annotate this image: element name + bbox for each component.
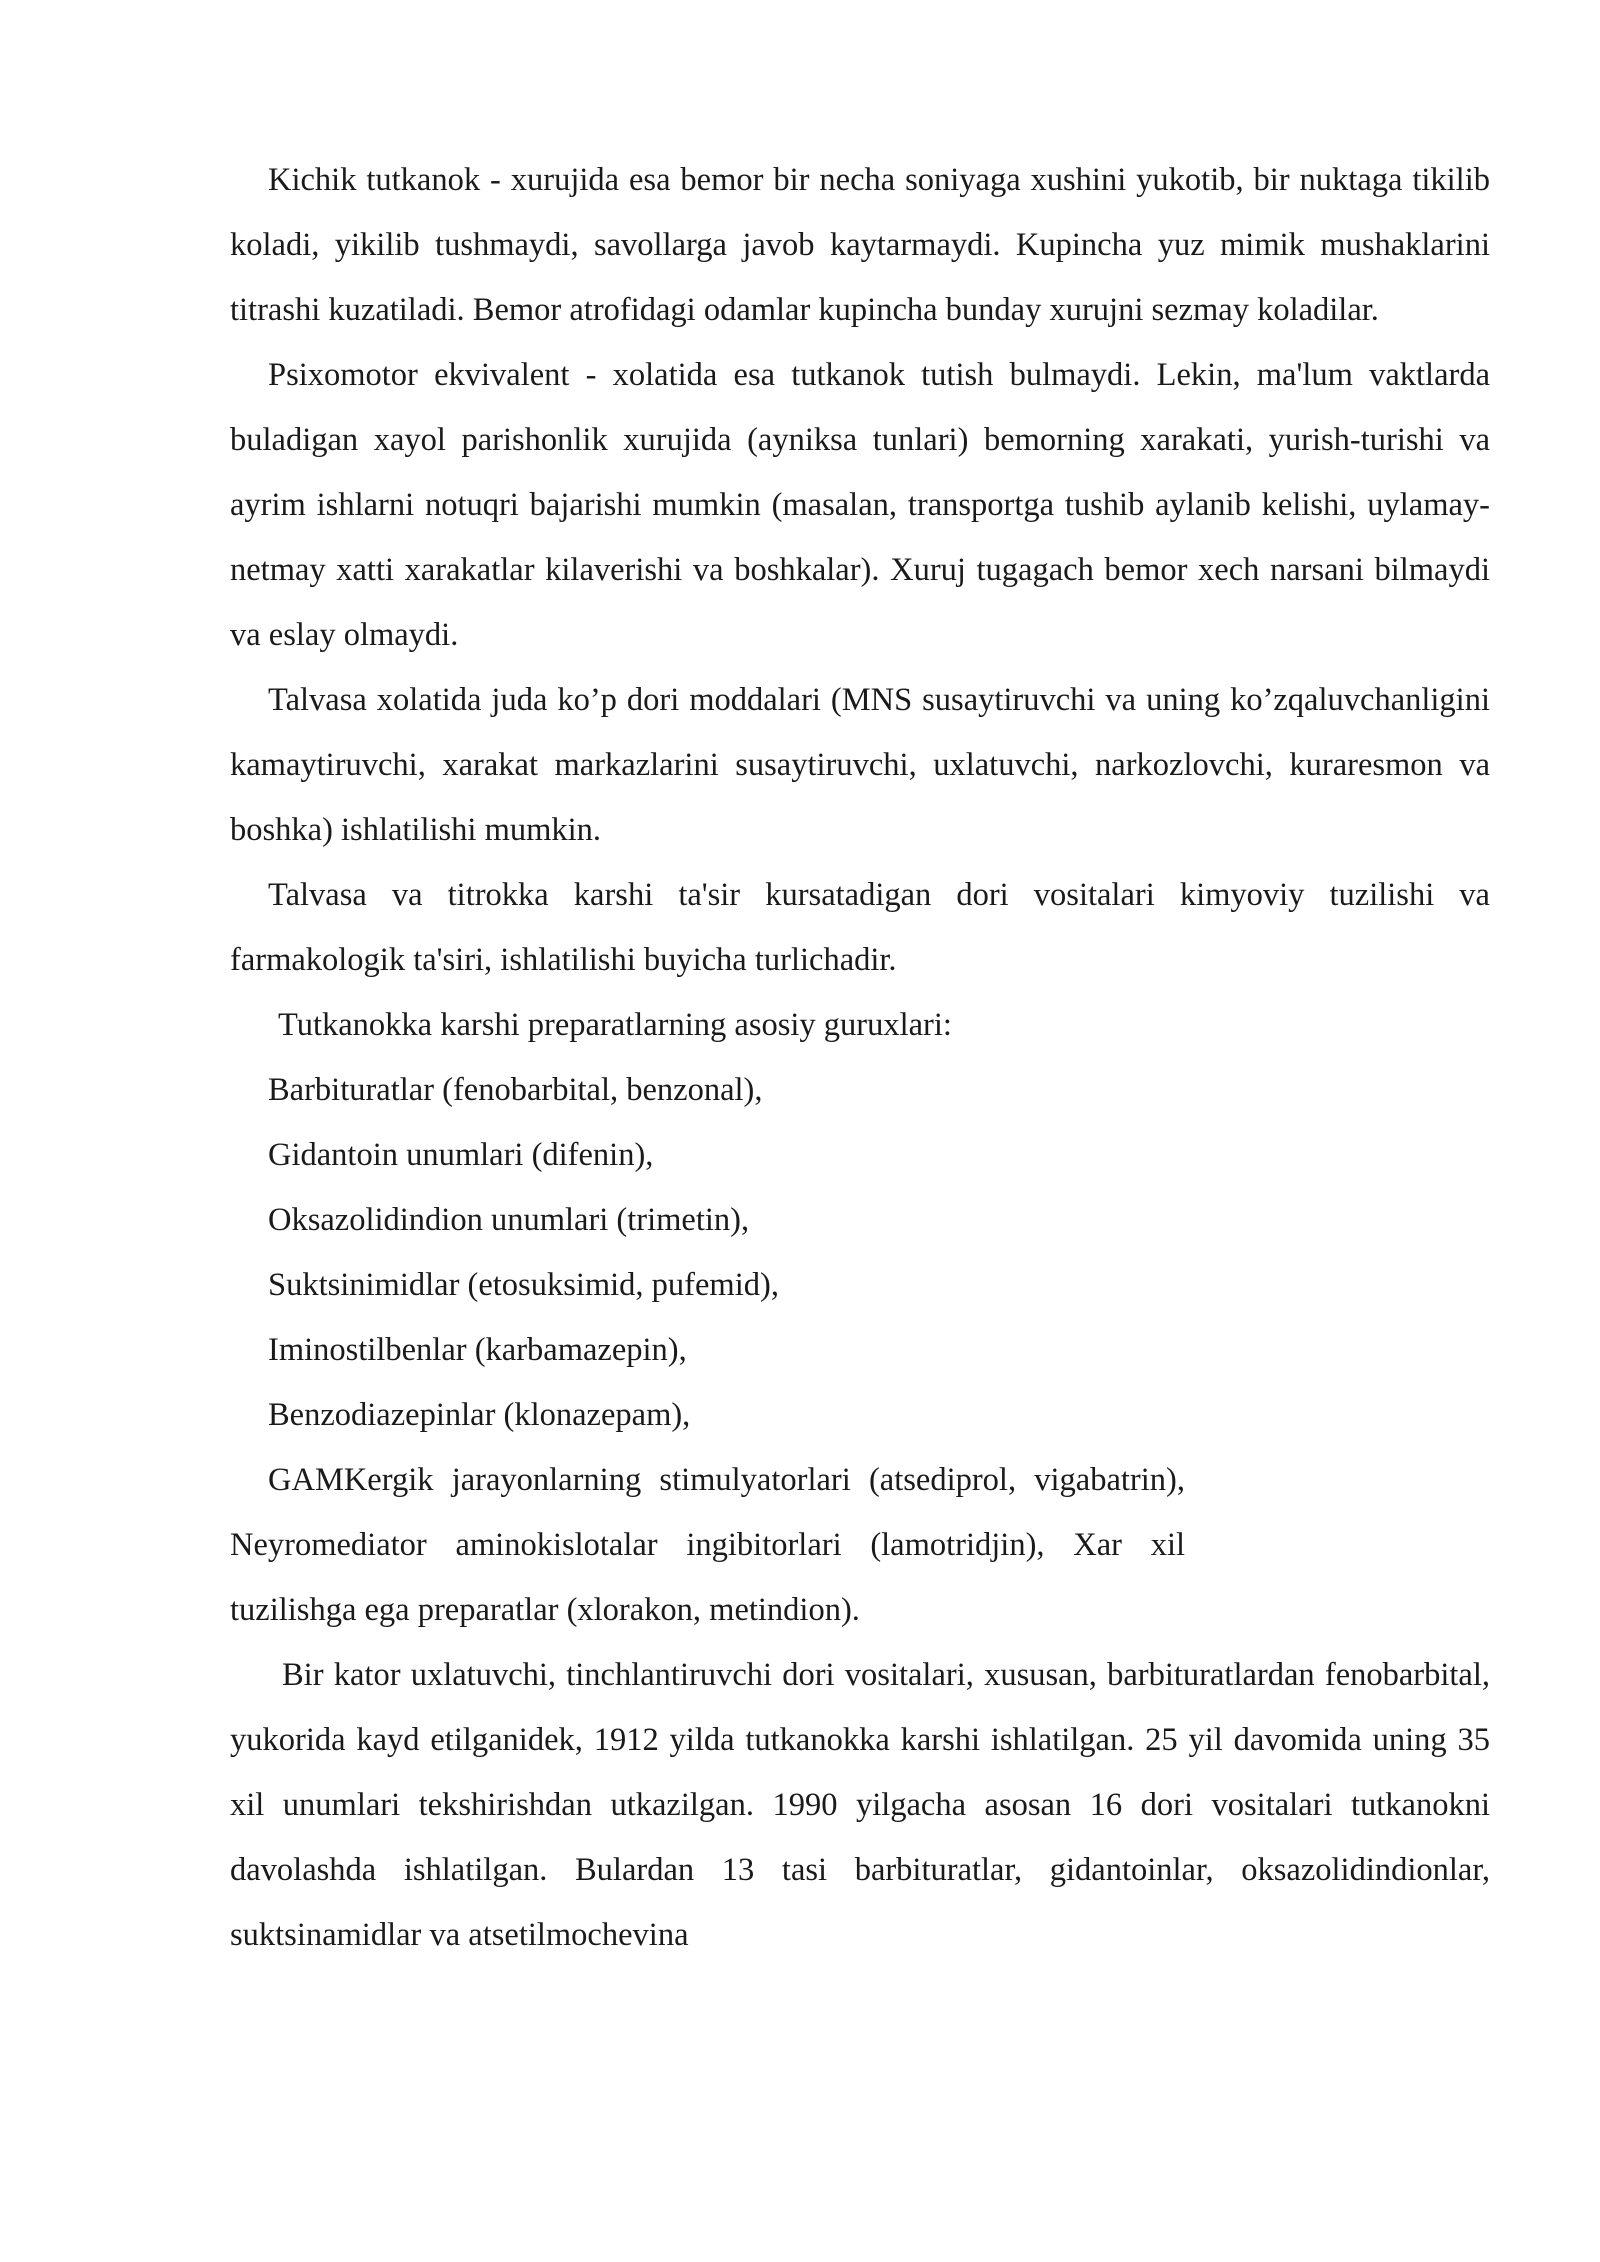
list-item: Suktsinimidlar (etosuksimid, pufemid), xyxy=(268,1267,779,1303)
document-body xyxy=(230,148,1490,1968)
list-item: Oksazolidindion unumlari (trimetin), xyxy=(268,1202,750,1238)
paragraph-talvasa-va-titrokka: Talvasa va titrokka karshi ta'sir kursatadigan dori vositalari kimyoviy tuzilishi va farmakologik ta'siri, ishlatilishi buyicha turlichadir. xyxy=(230,877,1490,978)
list-item: Iminostilbenlar (karbamazepin), xyxy=(268,1332,687,1368)
list-item: Benzodiazepinlar (klonazepam), xyxy=(268,1397,691,1433)
list-item: Barbituratlar (fenobarbital, benzonal), xyxy=(268,1072,763,1108)
paragraph-kichik-tutkanok: Kichik tutkanok - xurujida esa bemor bir necha soniyaga xushini yukotib, bir nuktaga tikilib koladi, yikilib tushmaydi, savollarga javob kaytarmaydi. Kupincha yuz mimik mushaklarini titrashi kuzatiladi. Bemor atrofidagi odamlar kupincha bunday xurujni sezmay koladilar. xyxy=(230,162,1490,328)
paragraph-barbituratlar-history: Bir kator uxlatuvchi, tinchlantiruvchi dori vositalari, xususan, barbituratlardan fenobarbital, yukorida kayd etilganidek, 1912 yilda tutkanokka karshi ishlatilgan. 25 yil davomida uning 35 xil unumlari tekshirishdan utkazilgan. 1990 yilgacha asosan 16 dori vositalari tutkanokni davolashda ishlatilgan. Bulardan 13 tasi barbituratlar, gidantoinlar, oksazolidindionlar, suktsinamidlar va atsetilmochevina xyxy=(230,1657,1490,1953)
list-heading: Tutkanokka karshi preparatlarning asosiy guruxlari: xyxy=(278,1007,952,1043)
paragraph-psixomotor-ekvivalent: Psixomotor ekvivalent - xolatida esa tutkanok tutish bulmaydi. Lekin, ma'lum vaktlarda buladigan xayol parishonlik xurujida (ayniksa tunlari) bemorning xarakati, yurish-turishi va ayrim ishlarni notuqri bajarishi mumkin (masalan, transportga tushib aylanib kelishi, uylamay-netmay xatti xarakatlar kilaverishi va boshkalar). Xuruj tugagach bemor xech narsani bilmaydi va eslay olmaydi. xyxy=(230,357,1490,653)
list-item: Gidantoin unumlari (difenin), xyxy=(268,1137,654,1173)
list-tail-paragraph: GAMKergik jarayonlarning stimulyatorlari (atsediprol, vigabatrin), Neyromediator aminokislotalar ingibitorlari (lamotridjin), Xar xil tuzilishga ega preparatlar (xlorakon, metindion). xyxy=(230,1462,1185,1628)
paragraph-talvasa-xolatida: Talvasa xolatida juda ko’p dori moddalari (MNS susaytiruvchi va uning ko’zqaluvchanligini kamaytiruvchi, xarakat markazlarini susaytiruvchi, uxlatuvchi, narkozlovchi, kuraresmon va boshka) ishlatilishi mumkin. xyxy=(230,682,1490,848)
